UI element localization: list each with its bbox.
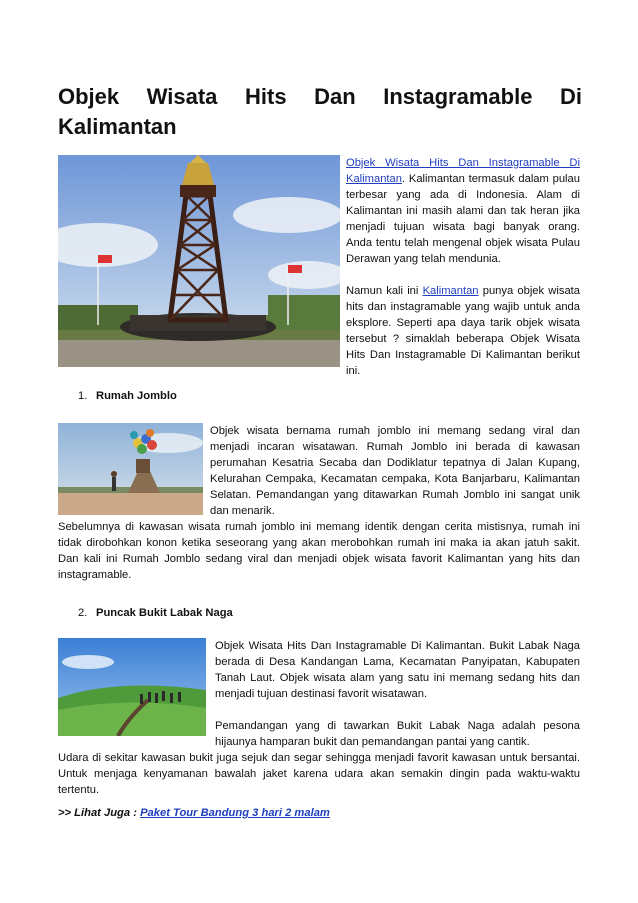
see-also-link[interactable]: Paket Tour Bandung 3 hari 2 malam <box>140 807 330 819</box>
bukit-illustration <box>58 638 206 736</box>
intro-link-kalimantan[interactable]: Kalimantan <box>422 285 479 297</box>
tower-image <box>58 155 340 367</box>
section-2-side-column <box>215 638 580 750</box>
tower-illustration <box>58 155 340 367</box>
intro-paragraph-2-before: Namun kali ini <box>346 285 423 297</box>
bukit-labak-naga-image <box>58 638 206 736</box>
intro-paragraph-1 <box>346 155 580 267</box>
page-title-line2: Kalimantan <box>58 114 177 139</box>
see-also-line <box>58 807 330 819</box>
section-2-side-text-1: Objek Wisata Hits Dan Instagramable Di Kalimantan. Bukit Labak Naga berada di Desa Kandangan Lama, Kecamatan Panyipatan, Kabupaten Tanah Laut. Objek wisata alam yang satu ini memang sedang hits dan menjadi tujuan destinasi favorit wisatawan. <box>215 640 580 700</box>
section-2-heading: Puncak Bukit Labak Naga <box>96 607 233 619</box>
section-2-full-text: Udara di sekitar kawasan bukit juga sejuk dan segar sehingga menjadi favorit kawasan untuk bersantai. Untuk menjaga kenyamanan bawalah jaket karena udara akan semakin dingin pada waktu-waktu tertentu. <box>58 752 580 796</box>
intro-link-objek-wisata[interactable]: Objek Wisata Hits Dan Instagramable Di Kalimantan <box>346 157 580 185</box>
rumah-jomblo-image <box>58 423 203 515</box>
section-2-side-text-2: Pemandangan yang di tawarkan Bukit Labak Naga adalah pesona hijaunya hamparan bukit dan pemandangan pantai yang cantik. <box>215 720 580 748</box>
section-2-number: 2. <box>78 607 88 619</box>
page-title: Objek Wisata Hits Dan Instagramable Di <box>58 84 582 109</box>
rumah-jomblo-illustration <box>58 423 203 515</box>
intro-paragraph-1-text: . Kalimantan termasuk dalam pulau terbesar yang ada di Indonesia. Alam di Kalimantan ini masih alami dan tak heran jika menjadi tujuan wisata bagi banyak orang. Anda tentu telah mengenal objek wisata Pulau Derawan yang telah mendunia. <box>346 173 580 265</box>
section-1-number: 1. <box>78 390 88 402</box>
intro-column <box>346 155 580 379</box>
section-1-full-text: Sebelumnya di kawasan wisata rumah jomblo ini memang identik dengan cerita mistisnya, rumah ini tidak dirobohkan konon ketika seseorang yang akan merobohkan rumah ini maka ia akan jatuh sakit. Dan kali ini Rumah Jomblo sedang viral dan menjadi objek wisata favorit Kalimantan yang hits dan instagramable. <box>58 521 580 581</box>
intro-paragraph-2-after: punya objek wisata hits dan instagramable yang wajib untuk anda eksplore. Seperti apa daya tarik objek wisata tersebut ? simaklah beberapa Objek Wisata Hits Dan Instagramable Di Kalimantan berikut ini. <box>346 285 580 377</box>
intro-paragraph-2 <box>346 283 580 379</box>
see-also-prefix: >> Lihat Juga : <box>58 807 141 819</box>
section-1-side-text: Objek wisata bernama rumah jomblo ini memang sedang viral dan menjadi incaran wisatawan. Rumah Jomblo ini berada di kawasan perumahan Kesatria Secaba dan Dodiklatur tepatnya di Jalan Kupang, Kelurahan Cempaka, Kecamatan cempaka, Kota Banjarbaru, Kalimantan Selatan. Pemandangan yang ditawarkan Rumah Jomblo ini sangat unik dan menarik. <box>210 425 580 517</box>
section-1-heading: Rumah Jomblo <box>96 390 177 402</box>
